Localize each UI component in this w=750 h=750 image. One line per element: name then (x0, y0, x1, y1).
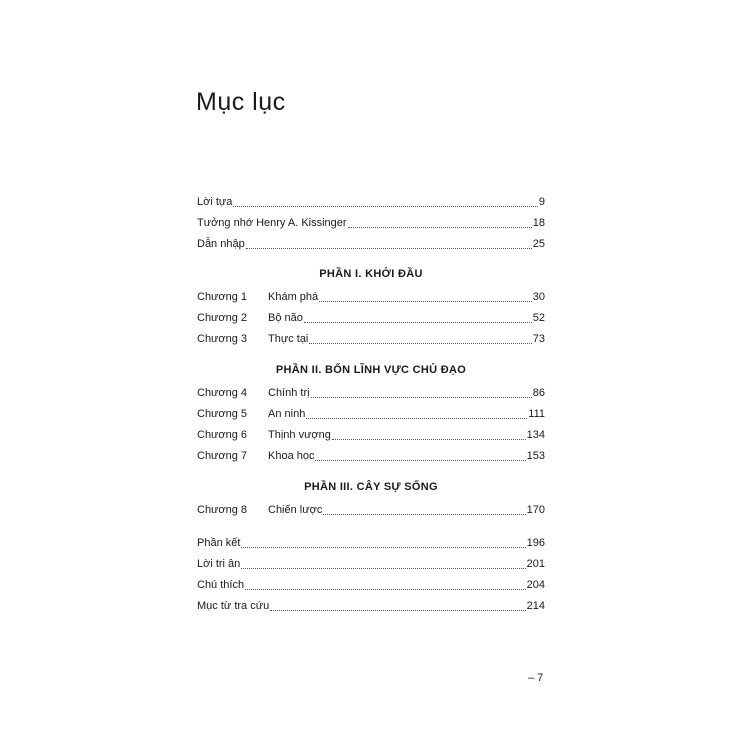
dot-leader (348, 227, 532, 228)
chapter-title: Thực tại (268, 333, 309, 345)
dot-leader (241, 568, 525, 569)
page-title: Mục lục (196, 88, 286, 116)
toc-entry (197, 235, 545, 251)
toc-entry (197, 576, 545, 592)
part-heading: PHẦN I. KHỞI ĐẦU (319, 268, 423, 280)
dot-leader (311, 397, 532, 398)
dot-leader (306, 418, 527, 419)
toc-chapter-entry (197, 501, 545, 517)
entry-page: 25 (532, 238, 545, 250)
dot-leader (270, 610, 525, 611)
entry-page: 204 (526, 579, 545, 591)
entry-page: 201 (526, 558, 545, 570)
page-number: – 7 (528, 672, 544, 684)
chapter-title: Chiến lược (268, 504, 323, 516)
dot-leader (245, 589, 526, 590)
toc-chapter-entry (197, 309, 545, 325)
dot-leader (304, 322, 532, 323)
chapter-number: Chương 2 (197, 312, 248, 324)
part-heading: PHẦN II. BỐN LĨNH VỰC CHỦ ĐẠO (275, 364, 467, 376)
toc-chapter-entry (197, 288, 545, 304)
chapter-title: Khám phá (268, 291, 319, 303)
entry-page: 134 (526, 429, 545, 441)
entry-page: 9 (538, 196, 545, 208)
toc-entry (197, 193, 545, 209)
chapter-number: Chương 6 (197, 429, 248, 441)
toc-chapter-entry (197, 330, 545, 346)
entry-label: Phần kết (197, 537, 241, 549)
dot-leader (241, 547, 525, 548)
entry-page: 214 (526, 600, 545, 612)
dot-leader (309, 343, 531, 344)
entry-page: 30 (532, 291, 545, 303)
toc-chapter-entry (197, 426, 545, 442)
entry-label: Lời tri ân (197, 558, 241, 570)
chapter-number: Chương 7 (197, 450, 248, 462)
chapter-number: Chương 8 (197, 504, 248, 516)
entry-page: 196 (526, 537, 545, 549)
entry-page: 18 (532, 217, 545, 229)
chapter-title: Thịnh vượng (268, 429, 331, 441)
dot-leader (323, 514, 525, 515)
chapter-title: Chính trị (268, 387, 310, 399)
chapter-title: An ninh (268, 408, 306, 420)
dot-leader (332, 439, 526, 440)
entry-label: Lời tựa (197, 196, 233, 208)
toc-entry (197, 534, 545, 550)
dot-leader (319, 301, 532, 302)
chapter-number: Chương 1 (197, 291, 248, 303)
chapter-title: Khoa học (268, 450, 315, 462)
dot-leader (246, 248, 532, 249)
entry-page: 111 (528, 408, 545, 420)
toc-chapter-entry (197, 447, 545, 463)
toc-entry (197, 214, 545, 230)
chapter-number: Chương 5 (197, 408, 248, 420)
entry-page: 170 (526, 504, 545, 516)
entry-label: Tưởng nhớ Henry A. Kissinger (197, 217, 347, 229)
dot-leader (315, 460, 525, 461)
toc-chapter-entry (197, 405, 545, 421)
entry-label: Mục từ tra cứu (197, 600, 270, 612)
entry-page: 73 (532, 333, 545, 345)
toc-entry (197, 555, 545, 571)
entry-label: Chú thích (197, 579, 245, 591)
entry-page: 52 (532, 312, 545, 324)
entry-page: 86 (532, 387, 545, 399)
part-heading: PHẦN III. CÂY SỰ SỐNG (304, 481, 438, 493)
chapter-title: Bộ não (268, 312, 303, 324)
entry-label: Dẫn nhập (197, 238, 245, 250)
entry-page: 153 (526, 450, 545, 462)
chapter-number: Chương 4 (197, 387, 248, 399)
dot-leader (233, 206, 538, 207)
chapter-number: Chương 3 (197, 333, 248, 345)
toc-entry (197, 597, 545, 613)
toc-chapter-entry (197, 384, 545, 400)
